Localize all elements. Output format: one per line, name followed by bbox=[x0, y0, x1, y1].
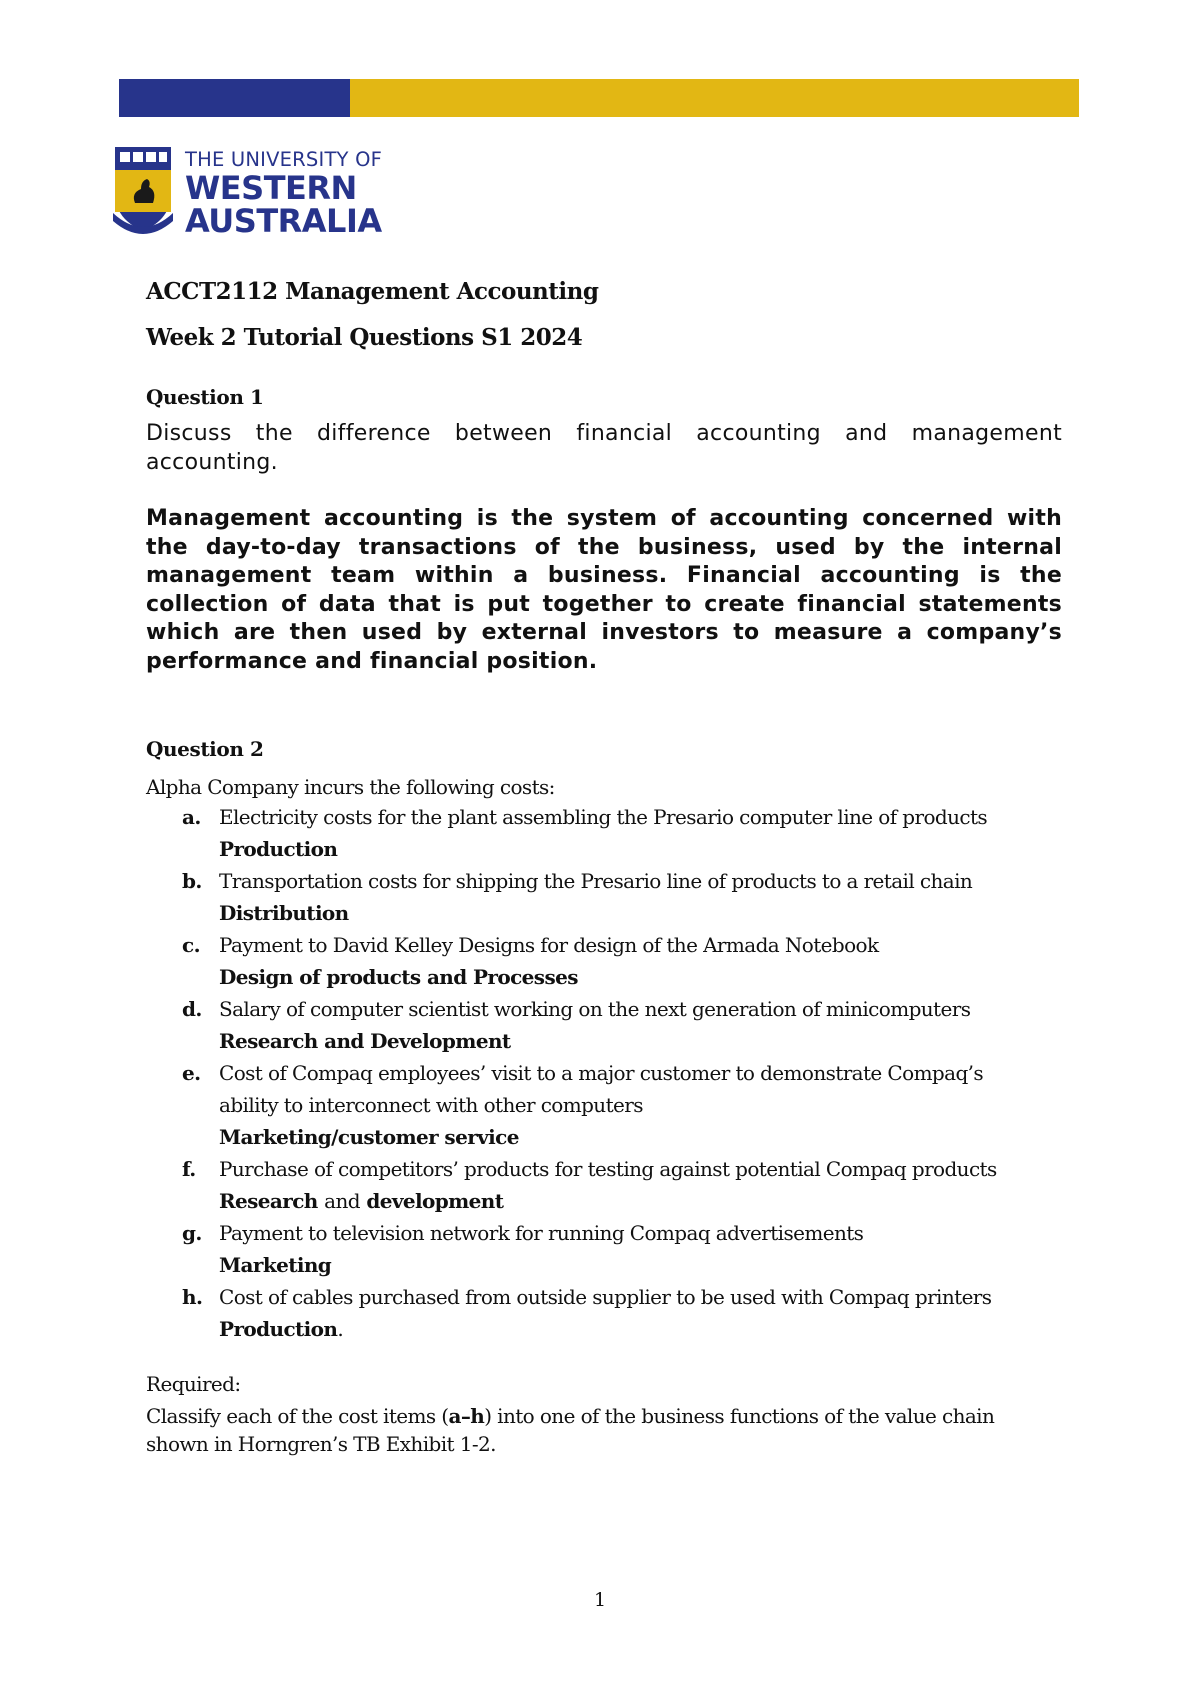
item-answer: Design of products and Processes bbox=[219, 965, 578, 989]
item-description-continued: ability to interconnect with other computers bbox=[219, 1093, 643, 1117]
header-bar-gold bbox=[350, 79, 1079, 117]
item-letter: e. bbox=[182, 1061, 201, 1085]
question-2-heading: Question 2 bbox=[146, 737, 264, 761]
course-title: ACCT2112 Management Accounting bbox=[146, 278, 599, 305]
item-answer bbox=[219, 1313, 1062, 1345]
item-letter: f. bbox=[182, 1157, 196, 1181]
item-answer: Research and Development bbox=[219, 1029, 511, 1053]
item-answer: Distribution bbox=[219, 901, 349, 925]
item-answer bbox=[219, 1185, 1062, 1217]
header-bar-blue bbox=[119, 79, 350, 117]
item-answer-suffix: . bbox=[337, 1317, 344, 1341]
required-text bbox=[146, 1402, 1062, 1458]
required-text-end: ) into one of the business functions of the value chain shown in Horngren’s TB Exhibit 1-2. bbox=[146, 1404, 995, 1456]
question-1-answer: Management accounting is the system of accounting concerned with the day-to-day transactions of the business, used by the internal management team within a business. Financial accounting is the collection of data that is put together to create financial statements which are then used by external investors to measure a company’s performance and financial position. bbox=[146, 506, 1062, 674]
university-crest-icon bbox=[111, 143, 175, 235]
required-range: a–h bbox=[448, 1404, 485, 1428]
item-answer-part: development bbox=[366, 1189, 504, 1213]
logo-text-line2: WESTERN bbox=[185, 169, 357, 207]
list-item bbox=[146, 929, 1062, 993]
question-1-prompt: Discuss the difference between financial accounting and management accounting. bbox=[146, 421, 1062, 475]
item-letter: h. bbox=[182, 1285, 203, 1309]
header-color-bar bbox=[119, 79, 1079, 117]
list-item bbox=[146, 1153, 1062, 1217]
list-item bbox=[146, 993, 1062, 1057]
question-1-heading: Question 1 bbox=[146, 385, 264, 409]
item-answer: Production bbox=[219, 837, 338, 861]
item-answer-part: Research bbox=[219, 1189, 318, 1213]
week-title: Week 2 Tutorial Questions S1 2024 bbox=[146, 324, 583, 351]
logo-text-line1: THE UNIVERSITY OF bbox=[185, 148, 383, 171]
required-text-start: Classify each of the cost items ( bbox=[146, 1404, 449, 1428]
item-answer: Marketing bbox=[219, 1253, 332, 1277]
item-description: Payment to television network for running Compaq advertisements bbox=[219, 1221, 864, 1245]
item-answer-part: and bbox=[324, 1189, 360, 1213]
list-item bbox=[146, 865, 1062, 929]
item-description: Purchase of competitors’ products for testing against potential Compaq products bbox=[219, 1157, 997, 1181]
list-item bbox=[146, 1057, 1062, 1153]
page-number: 1 bbox=[594, 1589, 607, 1611]
item-letter: a. bbox=[182, 805, 201, 829]
item-description: Cost of cables purchased from outside supplier to be used with Compaq printers bbox=[219, 1285, 992, 1309]
item-description: Salary of computer scientist working on the next generation of minicomputers bbox=[219, 997, 971, 1021]
list-item bbox=[146, 801, 1062, 865]
list-item bbox=[146, 1217, 1062, 1281]
item-answer: Marketing/customer service bbox=[219, 1125, 519, 1149]
cost-items-list bbox=[146, 801, 1062, 1345]
item-description: Payment to David Kelley Designs for design of the Armada Notebook bbox=[219, 933, 879, 957]
list-item bbox=[146, 1281, 1062, 1345]
question-2-intro: Alpha Company incurs the following costs: bbox=[146, 775, 555, 799]
required-label: Required: bbox=[146, 1372, 241, 1396]
logo-text-line3: AUSTRALIA bbox=[185, 202, 382, 240]
item-letter: b. bbox=[182, 869, 202, 893]
item-description: Transportation costs for shipping the Presario line of products to a retail chain bbox=[219, 869, 973, 893]
item-letter: g. bbox=[182, 1221, 202, 1245]
item-answer-text: Production bbox=[219, 1317, 338, 1341]
item-letter: d. bbox=[182, 997, 202, 1021]
item-description: Cost of Compaq employees’ visit to a major customer to demonstrate Compaq’s bbox=[219, 1061, 984, 1085]
item-letter: c. bbox=[182, 933, 200, 957]
university-logo bbox=[111, 143, 382, 238]
item-description: Electricity costs for the plant assembling the Presario computer line of products bbox=[219, 805, 988, 829]
